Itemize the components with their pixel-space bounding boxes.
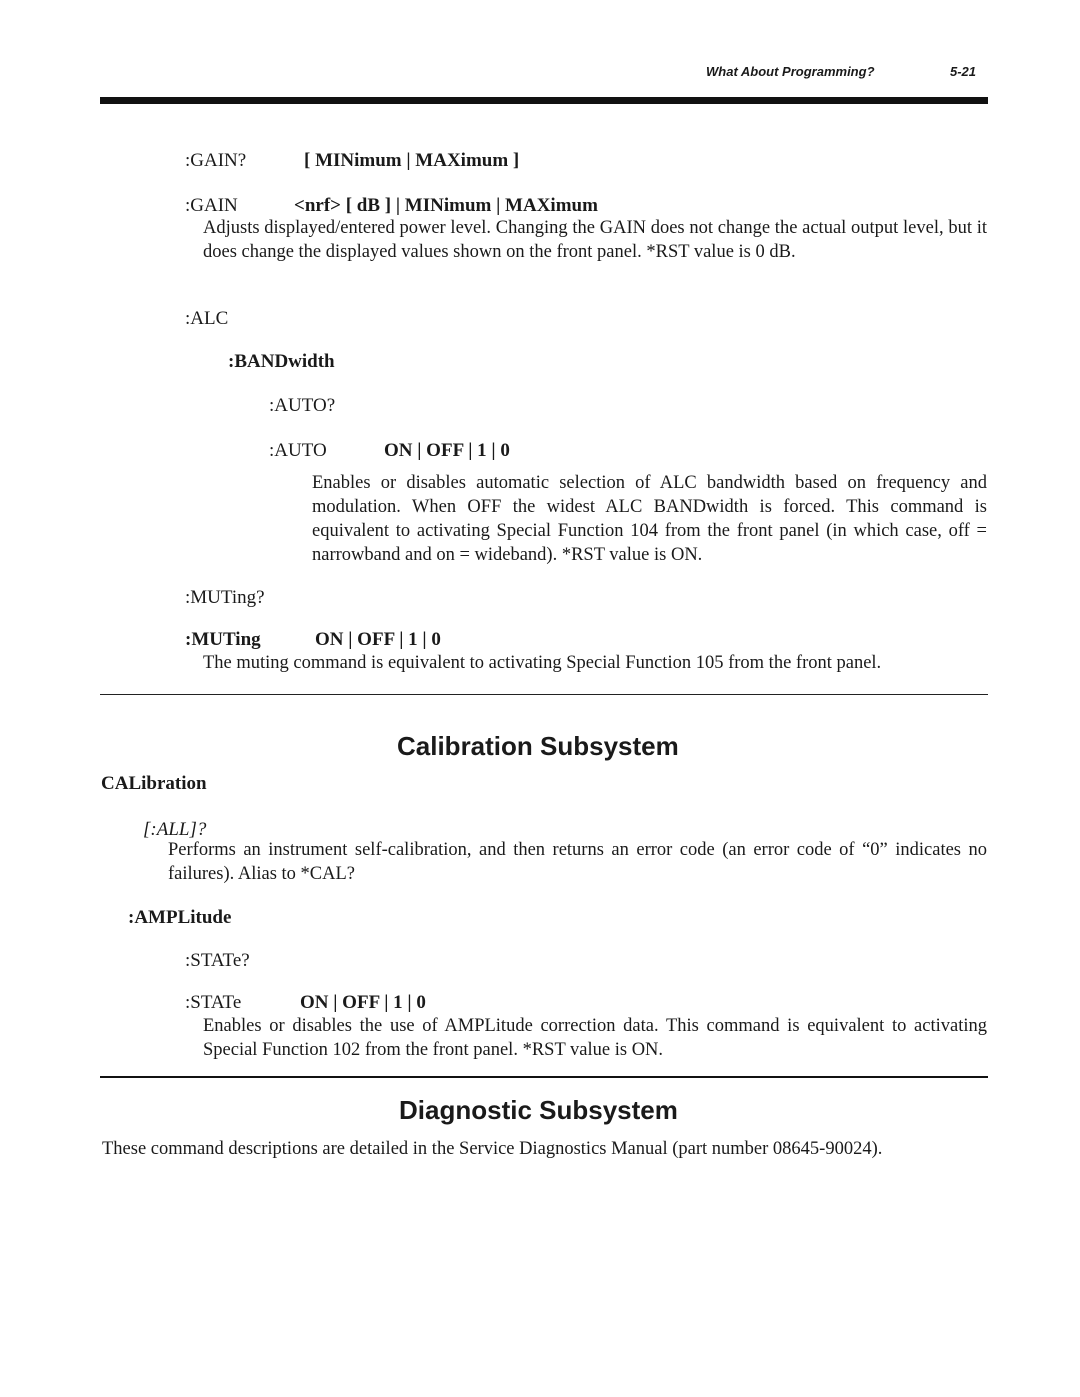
auto-description: Enables or disables automatic selection of ALC bandwidth based on frequency and modulation. When OFF the widest ALC BANDwidth is forced. This command is equivalent to activating Special Function 104 from the front panel (in which case, off = narrowband and on = wideband). *RST value is ON.: [312, 473, 987, 565]
section-divider: [100, 694, 988, 695]
auto-command: :AUTO: [269, 440, 327, 461]
muting-description: The muting command is equivalent to activating Special Function 105 from the front panel.: [203, 653, 882, 673]
state-query-command: :STATe?: [185, 950, 250, 971]
alc-command: :ALC: [185, 308, 229, 329]
diagnostic-description: These command descriptions are detailed in the Service Diagnostics Manual (part number 08645-90024).: [102, 1139, 883, 1159]
amplitude-command: :AMPLitude: [128, 907, 232, 928]
running-header-title: What About Programming?: [706, 64, 875, 79]
state-args: ON | OFF | 1 | 0: [300, 992, 426, 1013]
calibration-root-command: CALibration: [101, 773, 207, 794]
calibration-heading: Calibration Subsystem: [397, 731, 679, 761]
muting-query-command: :MUTing?: [185, 587, 265, 608]
calibration-all-command: [:ALL]?: [143, 819, 207, 840]
state-command: :STATe: [185, 992, 242, 1013]
state-description: Enables or disables the use of AMPLitude correction data. This command is equivalent to activating Special Function 102 from the front panel. *RST value is ON.: [203, 1016, 987, 1060]
gain-args: <nrf> [ dB ] | MINimum | MAXimum: [294, 195, 598, 216]
bandwidth-command: :BANDwidth: [228, 351, 335, 372]
diagnostic-heading: Diagnostic Subsystem: [399, 1095, 678, 1125]
gain-description: Adjusts displayed/entered power level. Changing the GAIN does not change the actual output level, but it does change the displayed values shown on the front panel. *RST value is 0 dB.: [203, 218, 987, 262]
auto-query-command: :AUTO?: [269, 395, 336, 416]
muting-args: ON | OFF | 1 | 0: [315, 629, 441, 650]
header-rule: [100, 97, 988, 104]
gain-command: :GAIN: [185, 195, 238, 216]
calibration-all-description: Performs an instrument self-calibration, and then returns an error code (an error code of “0” indicates no failures). Alias to *CAL?: [168, 840, 987, 884]
gain-query-command: :GAIN?: [185, 150, 247, 171]
page-number: 5-21: [950, 64, 977, 79]
auto-args: ON | OFF | 1 | 0: [384, 440, 510, 461]
gain-query-args: [ MINimum | MAXimum ]: [304, 150, 520, 171]
section-divider-2: [100, 1076, 988, 1078]
muting-command: :MUTing: [185, 629, 261, 650]
